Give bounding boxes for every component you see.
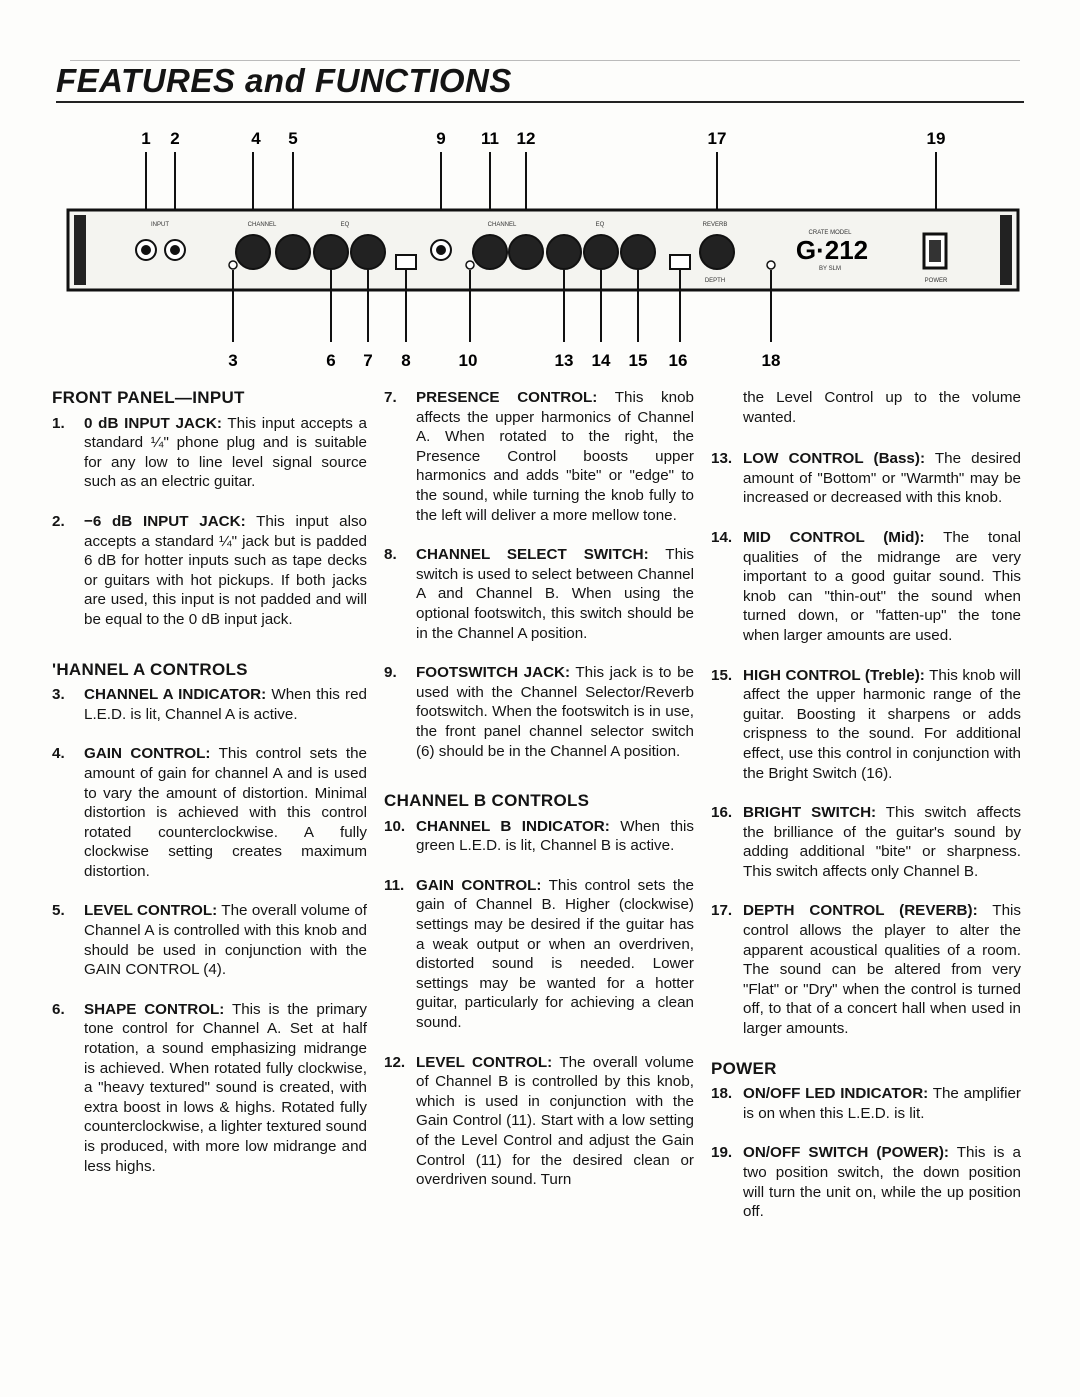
gain-knob-a bbox=[236, 235, 270, 269]
item-3: 3. CHANNEL A INDICATOR: When this red L.E.D. is lit, Channel A is active. bbox=[52, 686, 367, 723]
input-jack-0db bbox=[136, 240, 156, 260]
shape-knob bbox=[314, 235, 348, 269]
item-18: 18. ON/OFF LED INDICATOR: The amplifier is on when this L.E.D. is lit. bbox=[711, 1085, 1021, 1122]
section-front-panel-input: FRONT PANEL—INPUT bbox=[52, 388, 245, 407]
high-knob bbox=[621, 235, 655, 269]
item-10: 10. CHANNEL B INDICATOR: When this green L.E.D. is lit, Channel B is active. bbox=[384, 817, 694, 855]
front-panel-diagram bbox=[0, 110, 1080, 380]
item-5: 5. LEVEL CONTROL: The overall volume of Channel A is controlled with this knob and should be used in conjunction with the GAIN CONTROL (4). bbox=[52, 902, 367, 979]
svg-text:INPUT: INPUT bbox=[151, 222, 169, 228]
svg-text:CHANNEL: CHANNEL bbox=[487, 222, 517, 228]
svg-text:EQ: EQ bbox=[340, 222, 350, 228]
section-channel-a: 'HANNEL A CONTROLS bbox=[52, 659, 248, 679]
page-title: FEATURES and FUNCTIONS bbox=[56, 62, 512, 99]
item-2: 2. −6 dB INPUT JACK: This input also accepts a standard ¼" jack but is padded 6 dB for hotter inputs such as tape decks or guitars with hot pickups. If both jacks are used, this input is not padded and will be equal to the 0 dB input jack. bbox=[52, 512, 367, 628]
footswitch-jack bbox=[431, 240, 451, 260]
svg-text:EQ: EQ bbox=[595, 222, 605, 228]
callout-9: 9 bbox=[436, 129, 446, 148]
callout-8: 8 bbox=[401, 351, 411, 370]
callout-6: 6 bbox=[326, 351, 336, 370]
item-6: 6. SHAPE CONTROL: This is the primary tone control for Channel A. Set at half rotation, a sound emphasizing midrange is achieved. When rotated fully clockwise, a "heavy textured" sound is created, with extra boost in lows & highs. Rotated fully counterclockwise, a lighter textured sound is produced, with more low midrange and less highs. bbox=[52, 1000, 368, 1175]
callout-17: 17 bbox=[707, 129, 727, 148]
callout-14: 14 bbox=[591, 351, 611, 370]
svg-text:DEPTH: DEPTH bbox=[704, 278, 726, 284]
channel-a-led bbox=[229, 261, 237, 269]
item-13: 13. LOW CONTROL (Bass): The desired amount of "Bottom" or "Warmth" may be increased or decreased with this knob. bbox=[711, 450, 1021, 507]
item-12-continued: the Level Control up to the volume wanted. bbox=[743, 389, 1021, 426]
callout-15: 15 bbox=[628, 351, 648, 370]
item-19: 19. ON/OFF SWITCH (POWER): This is a two position switch, the down position will turn the unit on, while the up position off. bbox=[711, 1144, 1021, 1221]
item-16: 16. BRIGHT SWITCH: This switch affects the brilliance of the guitar's sound by adding additional "bite" or sharpness. This switch affects only Channel B. bbox=[711, 804, 1021, 880]
input-jack-minus6db bbox=[165, 240, 185, 260]
svg-text:POWER: POWER bbox=[924, 278, 948, 284]
item-4: 4. GAIN CONTROL: This control sets the amount of gain for channel A and is used to vary the amount of distortion. Minimal distortion is achieved with this control rotated counterclockwise. A fully clockwise setting creates maximum distortion. bbox=[52, 745, 367, 880]
level-knob-a bbox=[276, 235, 310, 269]
item-7: 7. PRESENCE CONTROL: This knob affects the upper harmonics of Channel A. When rotated to the right, the Presence Control boosts upper harmonics and adds "bite" or "edge" to the sound, while turning the knob fully to the left will deliver a more mellow tone. bbox=[384, 389, 694, 524]
item-11: 11. GAIN CONTROL: This control sets the gain of Channel B. Higher (clockwise) settings may be desired if the guitar has a weak output or when an overdriven, distorted sound is needed. Lower settings may be wanted for a hotter guitar, particularly for achieving a clean sound. bbox=[384, 876, 694, 1032]
item-1: 1. 0 dB INPUT JACK: This input accepts a standard ¼" phone plug and is suitable for any low to line level signal source such as an electric guitar. bbox=[52, 414, 367, 491]
channel-select-switch bbox=[396, 255, 416, 269]
item-17: 17. DEPTH CONTROL (REVERB): This control allows the player to alter the apparent acoustical qualities of a room. The sound can be altered from very "Flat" or "Dry" when the control is turned off, to that of a concert hall when used in larger amounts. bbox=[711, 902, 1021, 1038]
svg-text:CRATE MODEL: CRATE MODEL bbox=[808, 230, 852, 236]
callout-12: 12 bbox=[516, 129, 536, 148]
callout-19: 19 bbox=[926, 129, 946, 148]
item-8: 8. CHANNEL SELECT SWITCH: This switch is used to select between Channel A and Channel B. When using the optional footswitch, this switch should be in the Channel A position. bbox=[384, 546, 695, 642]
callout-2: 2 bbox=[170, 129, 180, 148]
column-2 bbox=[384, 388, 694, 1210]
top-rule bbox=[70, 60, 1020, 61]
level-knob-b bbox=[509, 235, 543, 269]
callout-7: 7 bbox=[363, 351, 373, 370]
power-led bbox=[767, 261, 775, 269]
callout-3: 3 bbox=[228, 351, 238, 370]
item-9: 9. FOOTSWITCH JACK: This jack is to be used with the Channel Selector/Reverb footswitch. When the footswitch is in use, the front panel channel selector switch (6) should be in the Channel A position. bbox=[384, 664, 694, 760]
gain-knob-b bbox=[473, 235, 507, 269]
bright-switch bbox=[670, 255, 690, 269]
column-1 bbox=[52, 388, 367, 1196]
depth-knob bbox=[700, 235, 734, 269]
callout-11: 11 bbox=[481, 129, 499, 148]
item-12: 12. LEVEL CONTROL: The overall volume of Channel B is controlled by this knob, which is used in conjunction with the Gain Control (11). Start with a low setting of the Level Control and adjust the Gain Control (11) for the desired clean or overdriven sound. Turn bbox=[384, 1053, 694, 1189]
callout-18: 18 bbox=[761, 351, 781, 370]
mid-knob bbox=[584, 235, 618, 269]
section-power: POWER bbox=[711, 1058, 777, 1078]
title-rule bbox=[56, 101, 1024, 103]
svg-text:BY SLM: BY SLM bbox=[819, 266, 841, 272]
callout-4: 4 bbox=[251, 129, 261, 148]
presence-knob bbox=[351, 235, 385, 269]
callout-10: 10 bbox=[458, 351, 478, 370]
section-channel-b: CHANNEL B CONTROLS bbox=[384, 791, 590, 811]
item-15: 15. HIGH CONTROL (Treble): This knob will affect the upper harmonic range of the guitar. Boosting it sharpens or adds crispness to the sound. For additional effect, use this control in conjunction with the Bright Switch (16). bbox=[711, 666, 1021, 782]
callout-5: 5 bbox=[288, 129, 298, 148]
column-3 bbox=[711, 388, 1021, 1242]
svg-text:CHANNEL: CHANNEL bbox=[247, 222, 277, 228]
callout-16: 16 bbox=[668, 351, 688, 370]
low-knob bbox=[547, 235, 581, 269]
channel-b-led bbox=[466, 261, 474, 269]
model-name: G·212 bbox=[795, 235, 869, 265]
callout-13: 13 bbox=[554, 351, 574, 370]
item-14: 14. MID CONTROL (Mid): The tonal qualities of the midrange are very important to a good guitar sound. This knob can "thin-out" the sound when turned down, or "fatten-up" the tone when larger amounts are used. bbox=[711, 528, 1021, 644]
callout-1: 1 bbox=[141, 129, 151, 148]
svg-text:REVERB: REVERB bbox=[702, 222, 728, 228]
